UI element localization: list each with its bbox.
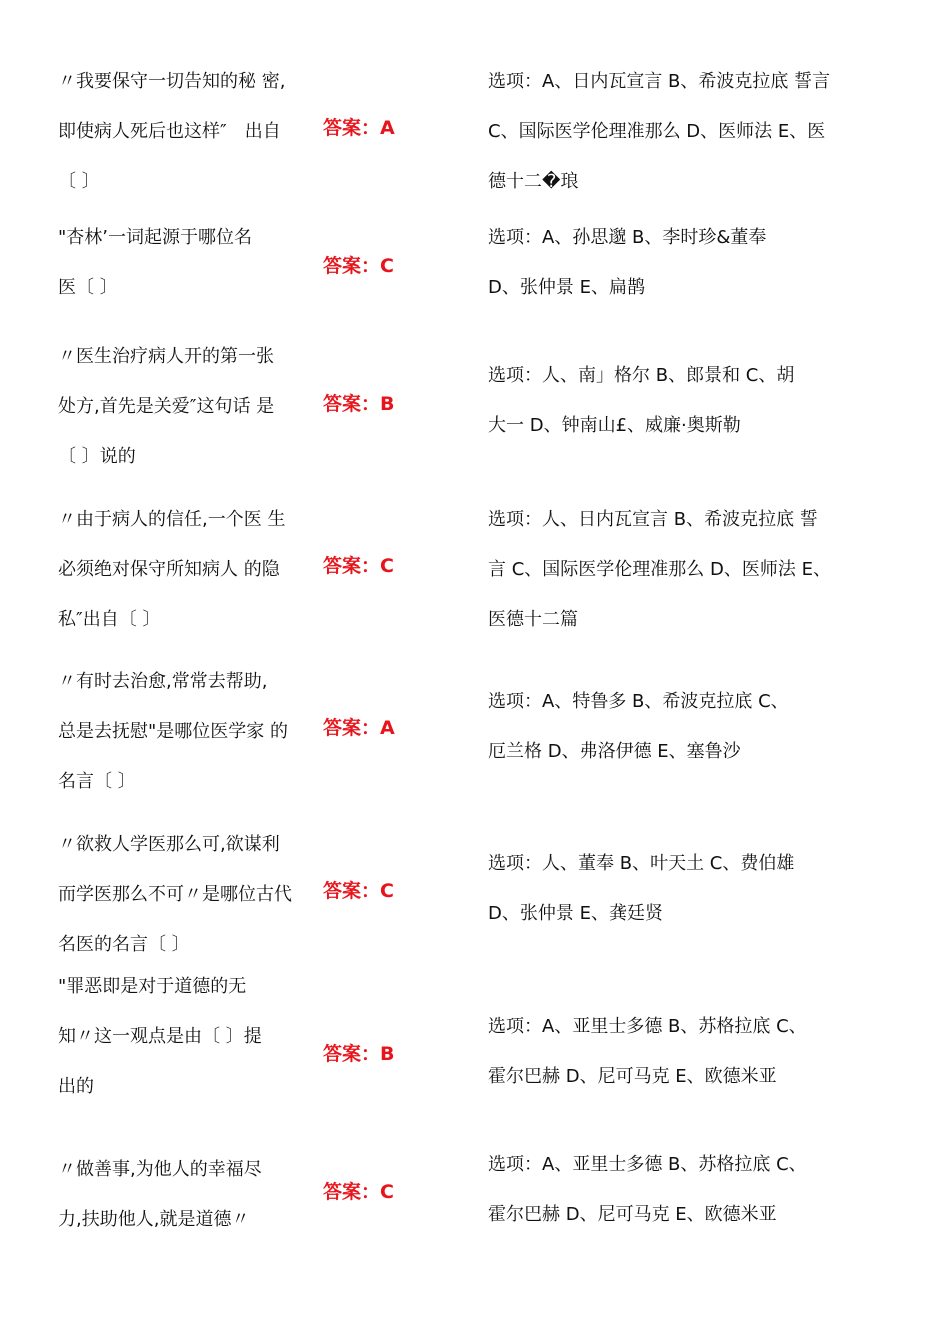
question-line: "罪恶即是对于道德的无 xyxy=(58,976,247,997)
options-line: 选项：人、南」格尔 B、郎景和 C、胡 xyxy=(488,365,795,386)
options-line: 选项：人、董奉 B、叶天土 C、费伯雄 xyxy=(488,853,795,874)
options-line: 医德十二篇 xyxy=(488,609,578,630)
question-text xyxy=(58,820,310,970)
options-text xyxy=(488,57,868,207)
question-line: 〔 〕说的 xyxy=(58,446,136,467)
answer-label: 答案：A xyxy=(323,117,395,139)
options-line: 选项：A、亚里士多德 B、苏格拉底 C、 xyxy=(488,1016,807,1037)
question-line: 〃医生治疗病人开的第一张 xyxy=(58,346,274,367)
answer-label: 答案：C xyxy=(323,1181,394,1203)
question-line: 名言〔 〕 xyxy=(58,771,136,792)
question-line: 〃做善事,为他人的幸福尽 xyxy=(58,1159,262,1180)
options-line: 选项：人、日内瓦宣言 B、希波克拉底 誓 xyxy=(488,509,818,530)
question-line: 〃有时去治愈,常常去帮助, xyxy=(58,671,268,692)
question-line: 力,扶助他人,就是道德〃 xyxy=(58,1209,250,1230)
question-line: 必须绝对保守所知病人 的隐 xyxy=(58,559,280,580)
options-text xyxy=(488,213,868,313)
question-text xyxy=(58,1145,310,1245)
options-line: 选项：A、孙思邈 B、李时珍&董奉 xyxy=(488,227,767,248)
question-text xyxy=(58,332,310,482)
options-line: 选项：A、日内瓦宣言 B、希波克拉底 誓言 xyxy=(488,71,831,92)
options-line: D、张仲景 E、龚廷贤 xyxy=(488,903,663,924)
question-line: 知〃这一观点是由〔 〕提 xyxy=(58,1026,262,1047)
options-line: C、国际医学伦理准那么 D、医师法 E、医 xyxy=(488,121,826,142)
question-line: 〃我要保守一切告知的秘 密, xyxy=(58,71,286,92)
question-line: 总是去抚慰"是哪位医学家 的 xyxy=(58,721,288,742)
options-line: 选项：A、特鲁多 B、希波克拉底 C、 xyxy=(488,691,789,712)
options-line: 厄兰格 D、弗洛伊德 E、塞鲁沙 xyxy=(488,741,741,762)
question-text xyxy=(58,657,310,807)
question-text xyxy=(58,57,310,207)
answer-label: 答案：C xyxy=(323,880,394,902)
question-line: 处方,首先是关爱″这句话 是 xyxy=(58,396,275,417)
answer-label: 答案：C xyxy=(323,555,394,577)
question-line: 〃由于病人的信任,一个医 生 xyxy=(58,509,286,530)
question-text xyxy=(58,495,310,645)
question-line: 〃欲救人学医那么可,欲谋利 xyxy=(58,834,280,855)
options-text xyxy=(488,495,868,645)
options-text xyxy=(488,677,868,777)
question-line: 私″出自〔 〕 xyxy=(58,609,161,630)
answer-label: 答案：A xyxy=(323,717,395,739)
options-text xyxy=(488,1002,868,1102)
answer-label: 答案：B xyxy=(323,1043,395,1065)
question-text xyxy=(58,213,310,313)
options-line: 霍尔巴赫 D、尼可马克 E、欧德米亚 xyxy=(488,1066,777,1087)
options-text xyxy=(488,839,868,939)
question-line: 医〔 〕 xyxy=(58,277,118,298)
question-line: 名医的名言〔 〕 xyxy=(58,934,190,955)
question-line: 出的 xyxy=(58,1076,94,1097)
options-text xyxy=(488,351,868,451)
question-line: "杏林’一词起源于哪位名 xyxy=(58,227,252,248)
options-line: 言 C、国际医学伦理准那么 D、医师法 E、 xyxy=(488,559,831,580)
answer-label: 答案：C xyxy=(323,255,394,277)
question-line: 而学医那么不可〃是哪位古代 xyxy=(58,884,292,905)
options-line: 大一 D、钟南山£、威廉·奥斯勒 xyxy=(488,415,741,436)
options-text xyxy=(488,1140,868,1240)
answer-label: 答案：B xyxy=(323,393,395,415)
options-line: D、张仲景 E、扁鹊 xyxy=(488,277,645,298)
options-line: 选项：A、亚里士多德 B、苏格拉底 C、 xyxy=(488,1154,807,1175)
question-text xyxy=(58,962,310,1112)
options-line: 德十二�琅 xyxy=(488,171,579,192)
question-line: 〔 〕 xyxy=(58,171,100,192)
options-line: 霍尔巴赫 D、尼可马克 E、欧德米亚 xyxy=(488,1204,777,1225)
question-line: 即使病人死后也这样″ 出自 xyxy=(58,121,281,142)
